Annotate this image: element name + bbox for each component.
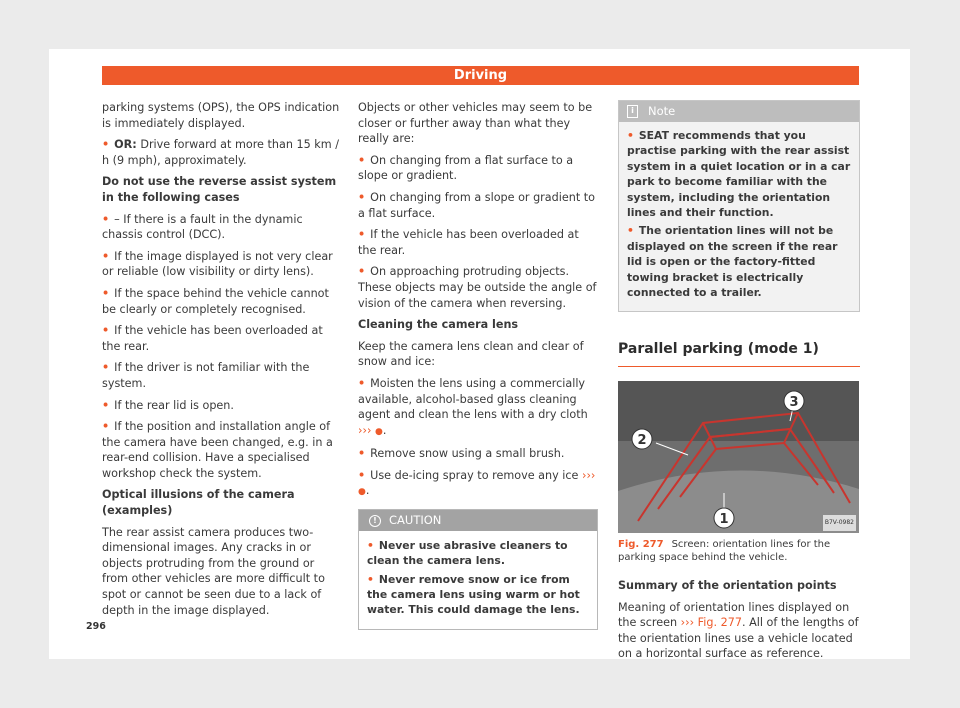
note-box (618, 100, 860, 312)
paragraph: Objects or other vehicles may seem to be closer or further away than what they really are: (358, 101, 593, 146)
list-item: • Moisten the lens using a commercially available, alcohol-based glass cleaning agent and clean the lens with a dry cloth ››› ●. (358, 376, 598, 440)
note-header (619, 101, 859, 122)
list-item: • If the driver is not familiar with the system. (102, 360, 342, 391)
list-item: • Use de-icing spray to remove any ice ››› ●. (358, 468, 598, 501)
list-item: • If the space behind the vehicle cannot be clearly or completely recognised. (102, 286, 342, 317)
list-item: • If the vehicle has been overloaded at the rear. (358, 227, 598, 258)
caution-body (359, 531, 597, 629)
figure-caption (618, 538, 860, 564)
caution-title: CAUTION (389, 512, 442, 527)
list-item-text: Moisten the lens using a commercially available, alcohol-based glass cleaning agent and clean the lens with a dry cloth (358, 376, 588, 422)
caution-item: • Never use abrasive cleaners to clean the camera lens. (367, 538, 589, 568)
list-item: • Remove snow using a small brush. (358, 446, 598, 462)
paragraph (618, 600, 860, 662)
rear-camera-figure (618, 381, 859, 533)
list-item: • On changing from a flat surface to a slope or gradient. (358, 153, 598, 184)
marker-1 (714, 508, 734, 528)
column-1 (102, 100, 342, 624)
section-heading: Optical illusions of the camera (examples) (102, 488, 295, 518)
list-item: • If the position and installation angle of the camera have been changed, e.g. in a rear-end collision. Have a specialised workshop check the system. (102, 419, 342, 481)
list-item (102, 137, 342, 168)
figure-caption-text: Screen: orientation lines for the parking space behind the vehicle. (618, 539, 831, 564)
figure-reference-link[interactable]: ››› Fig. 277 (680, 616, 742, 630)
figure-label: Fig. 277 (618, 539, 664, 551)
marker-2-label: 2 (637, 433, 647, 449)
paragraph: The rear assist camera produces two-dimensional images. Any cracks in or objects protruding from the ground or from other vehicles are more difficult to spot or cannot be seen due to a lack of depth in the image displayed. (102, 525, 325, 617)
list-item: • If the rear lid is open. (102, 398, 342, 414)
list-item: • On approaching protruding objects. These objects may be outside the angle of vision of the camera when reversing. (358, 264, 598, 311)
marker-3 (784, 391, 804, 411)
or-label: OR: (114, 138, 137, 152)
caution-box (358, 509, 598, 630)
column-2 (358, 100, 598, 630)
note-item: • SEAT recommends that you practise parking with the rear assist system in a quiet location or in a car park to become familiar with the system, including the orientation lines and their function. (627, 128, 851, 220)
section-title: Parallel parking (mode 1) (618, 342, 860, 367)
caution-icon: ! (369, 515, 381, 527)
page-number: 296 (86, 621, 106, 632)
paragraph: Keep the camera lens clean and clear of snow and ice: (358, 339, 584, 369)
list-item: • If the image displayed is not very clear or reliable (low visibility or dirty lens). (102, 249, 342, 280)
list-item: • If the vehicle has been overloaded at the rear. (102, 323, 342, 354)
note-item: • The orientation lines will not be displayed on the screen if the rear lid is open or the factory-fitted towing bracket is electrically connected to a trailer. (627, 223, 851, 300)
cross-reference-link[interactable]: ››› (358, 423, 372, 437)
caution-header (359, 510, 597, 531)
list-item-text: Use de-icing spray to remove any ice (370, 468, 579, 482)
chapter-header: Driving (102, 66, 859, 85)
info-icon: i (627, 105, 638, 118)
section-heading: Summary of the orientation points (618, 579, 837, 593)
orientation-lines-illustration (618, 381, 859, 533)
warning-icon: ● (374, 426, 383, 437)
column-3 (618, 100, 860, 668)
marker-2 (632, 429, 652, 449)
paragraph-text: . All of the lengths of the orientation lines use a vehicle located on a horizontal surface as reference. (618, 616, 859, 661)
caution-item: • Never remove snow or ice from the camera lens using warm or hot water. This could damage the lens. (367, 572, 589, 617)
paragraph: parking systems (OPS), the OPS indication is immediately displayed. (102, 101, 340, 130)
note-title: Note (648, 103, 676, 118)
figure-code: B7V-0982 (823, 515, 856, 531)
list-item-text: Drive forward at more than 15 km / h (9 mph), approximately. (102, 138, 339, 167)
screen-upper-area (618, 381, 859, 441)
marker-3-label: 3 (789, 395, 799, 411)
list-item: • – If there is a fault in the dynamic chassis control (DCC). (102, 212, 342, 243)
note-body (619, 122, 859, 311)
cross-reference-link[interactable]: ››› (581, 468, 596, 482)
list-item: • On changing from a slope or gradient to a flat surface. (358, 190, 598, 221)
section-heading: Do not use the reverse assist system in the following cases (102, 175, 337, 204)
marker-1-label: 1 (719, 512, 729, 528)
section-heading: Cleaning the camera lens (358, 318, 519, 332)
paragraph-text: Meaning of orientation lines displayed on the screen (618, 600, 850, 630)
warning-icon: ● (358, 487, 366, 498)
